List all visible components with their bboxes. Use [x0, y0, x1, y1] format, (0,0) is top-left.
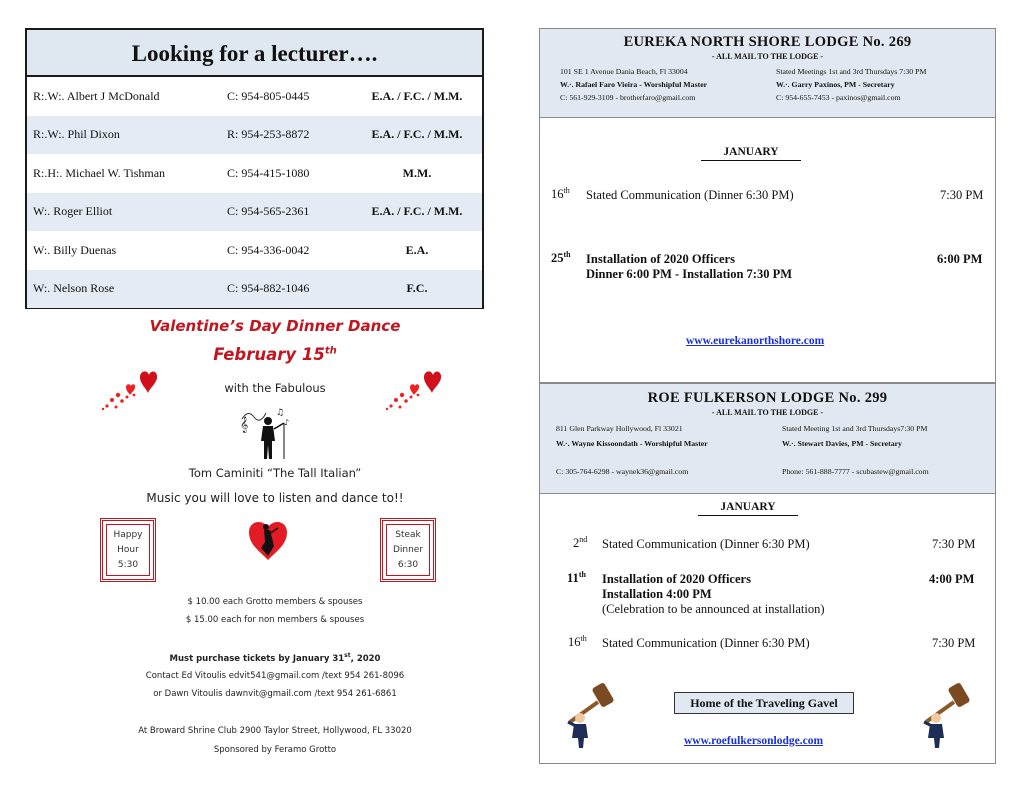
lecturer-degree: E.A. / F.C. / M.M.	[371, 127, 463, 142]
happy-hour-box	[100, 518, 156, 582]
lecturer-name: W:. Nelson Rose	[33, 281, 115, 296]
eureka-mail-note: - ALL MAIL TO THE LODGE -	[711, 52, 824, 61]
eureka-master-contact: C: 561-929-3109 - brotherfaro@gmail.com	[560, 93, 696, 102]
contact-dawn: or Dawn Vitoulis dawnvit@gmail.com /text 954 261-6861	[153, 689, 397, 699]
ticket-deadline	[25, 652, 525, 664]
roe-event-2-text: Installation of 2020 Officers	[602, 572, 751, 586]
event-day: 25	[551, 251, 564, 266]
lecturer-name: W:. Billy Duenas	[33, 242, 117, 257]
event-day-suffix: th	[563, 186, 570, 195]
eureka-secretary: W.·. Garry Paxinos, PM - Secretary	[776, 80, 895, 89]
happy-hour-line: Hour	[117, 544, 139, 555]
gavel-man-icon	[914, 680, 980, 750]
steak-dinner-line: Steak	[395, 529, 421, 540]
singer-icon	[238, 405, 296, 461]
price-non-members: $ 15.00 each for non members & spouses	[185, 615, 365, 625]
event-day-suffix: nd	[579, 535, 588, 544]
event-day: 2	[573, 536, 580, 551]
eureka-website-link[interactable]: www.eurekanorthshore.com	[686, 335, 825, 347]
roe-month: JANUARY	[706, 501, 790, 513]
lecturer-phone: C: 954-336-0042	[227, 242, 310, 257]
table-row	[27, 270, 482, 309]
valentine-date-suffix: th	[324, 345, 337, 357]
lecturer-phone: R: 954-253-8872	[227, 127, 310, 142]
lecturer-name: R:.W:. Phil Dixon	[33, 127, 120, 142]
happy-hour-line: Happy	[113, 529, 143, 540]
lecturer-name: W:. Roger Elliot	[33, 204, 113, 219]
gavel-man-icon	[558, 680, 624, 750]
lecturer-phone: C: 954-565-2361	[227, 204, 310, 219]
valentine-title: Valentine’s Day Dinner Dance	[149, 317, 401, 335]
roe-event-1-day	[573, 535, 587, 551]
roe-event-2-detail: Installation 4:00 PM	[602, 587, 712, 601]
eureka-name: EUREKA NORTH SHORE LODGE No. 269	[623, 34, 912, 50]
deadline-text: Must purchase tickets by January 31	[169, 653, 345, 664]
eureka-header	[540, 29, 995, 118]
price-members: $ 10.00 each Grotto members & spouses	[187, 597, 363, 607]
event-day-suffix: th	[563, 250, 571, 259]
table-row	[27, 116, 482, 155]
table-row	[27, 193, 482, 232]
lecturer-name: R:.H:. Michael W. Tishman	[33, 165, 166, 180]
lecturer-phone: C: 954-415-1080	[227, 165, 310, 180]
lecturer-rows	[27, 77, 482, 308]
roe-event-3-day	[568, 634, 587, 650]
table-row	[27, 231, 482, 270]
svg-text:♪: ♪	[284, 418, 290, 427]
eureka-event-2-time: 6:00 PM	[937, 252, 983, 266]
eureka-address: 101 SE 1 Avenue Dania Beach, Fl 33004	[560, 67, 688, 76]
table-row	[27, 77, 482, 116]
sponsor: Sponsored by Feramo Grotto	[213, 745, 337, 755]
lecturer-table	[25, 28, 484, 309]
roe-master: W.·. Wayne Kissoondath - Worshipful Master	[556, 439, 708, 448]
roe-secretary: W.·. Stewart Davies, PM - Secretary	[782, 439, 902, 448]
roe-event-2-note: (Celebration to be announced at installation)	[602, 602, 825, 616]
venue: At Broward Shrine Club 2900 Taylor Street, Hollywood, FL 33020	[138, 726, 412, 736]
valentine-date-main: February 15	[213, 345, 325, 364]
roe-master-contact: C: 305-764-6298 - waynek36@gmail.com	[556, 467, 689, 476]
valentine-performer: Tom Caminiti “The Tall Italian”	[188, 466, 362, 480]
svg-text:♫: ♫	[276, 408, 285, 418]
steak-dinner-line: Dinner	[392, 544, 424, 555]
eureka-event-1-day	[551, 186, 570, 202]
lecturer-degree: E.A. / F.C. / M.M.	[371, 204, 463, 219]
contact-ed: Contact Ed Vitoulis edvit541@gmail.com /text 954 261-8096	[145, 671, 405, 681]
lecturer-phone: C: 954-805-0445	[227, 88, 310, 103]
roe-name: ROE FULKERSON LODGE No. 299	[647, 390, 888, 406]
event-day-suffix: th	[580, 634, 587, 643]
roe-website-link[interactable]: www.roefulkersonlodge.com	[684, 735, 824, 747]
deadline-year: , 2020	[350, 653, 381, 664]
event-day: 11	[567, 571, 579, 586]
eureka-master: W.·. Rafael Faro Vieira - Worshipful Master	[560, 80, 708, 89]
steak-dinner-line: 6:30	[397, 559, 419, 570]
roe-event-1-time: 7:30 PM	[932, 537, 976, 551]
svg-text:𝄞: 𝄞	[240, 417, 249, 433]
eureka-event-1-time: 7:30 PM	[940, 188, 984, 202]
event-day: 16	[551, 187, 564, 202]
roe-event-1-text: Stated Communication (Dinner 6:30 PM)	[602, 537, 810, 551]
lecturer-degree: E.A. / F.C. / M.M.	[371, 88, 463, 103]
eureka-meetings: Stated Meetings 1st and 3rd Thursdays 7:30 PM	[776, 67, 927, 76]
eureka-event-1-text: Stated Communication (Dinner 6:30 PM)	[586, 188, 794, 202]
lecturer-title: Looking for a lecturer….	[27, 30, 482, 77]
roe-event-3-text: Stated Communication (Dinner 6:30 PM)	[602, 636, 810, 650]
event-day-suffix: th	[578, 570, 586, 579]
roe-mail-note: - ALL MAIL TO THE LODGE -	[711, 408, 824, 417]
eureka-event-2-text: Installation of 2020 Officers	[586, 252, 735, 266]
deadline-suffix: st	[344, 652, 351, 659]
eureka-event-2-day	[551, 250, 571, 266]
steak-dinner-box	[380, 518, 436, 582]
roe-event-3-time: 7:30 PM	[932, 636, 976, 650]
valentine-tagline: Music you will love to listen and dance to!!	[146, 491, 404, 505]
lecturer-degree: E.A.	[405, 242, 429, 257]
eureka-event-2-detail: Dinner 6:00 PM - Installation 7:30 PM	[586, 267, 793, 281]
roe-secretary-contact: Phone: 561-888-7777 - scubastew@gmail.com	[782, 467, 929, 476]
event-day: 16	[568, 635, 581, 650]
lecturer-degree: F.C.	[406, 281, 428, 296]
valentine-date	[25, 345, 525, 364]
valentine-with: with the Fabulous	[224, 381, 326, 395]
happy-hour-line: 5:30	[117, 559, 139, 570]
roe-event-2-day	[567, 570, 586, 586]
roe-meetings: Stated Meeting 1st and 3rd Thursdays7:30 PM	[782, 424, 928, 433]
eureka-secretary-contact: C: 954-655-7453 - paxinos@gmail.com	[776, 93, 901, 102]
lecturer-name: R:.W:. Albert J McDonald	[33, 88, 160, 103]
roe-header	[540, 384, 995, 494]
eureka-lodge-panel	[539, 28, 996, 383]
eureka-month: JANUARY	[709, 146, 793, 158]
dancers-heart-icon	[248, 516, 288, 566]
roe-event-2-time: 4:00 PM	[929, 572, 975, 586]
traveling-gavel-label: Home of the Traveling Gavel	[674, 692, 854, 714]
lecturer-degree: M.M.	[402, 165, 432, 180]
table-row	[27, 154, 482, 193]
lecturer-phone: C: 954-882-1046	[227, 281, 310, 296]
roe-address: 811 Glen Parkway Hollywood, Fl 33021	[556, 424, 683, 433]
